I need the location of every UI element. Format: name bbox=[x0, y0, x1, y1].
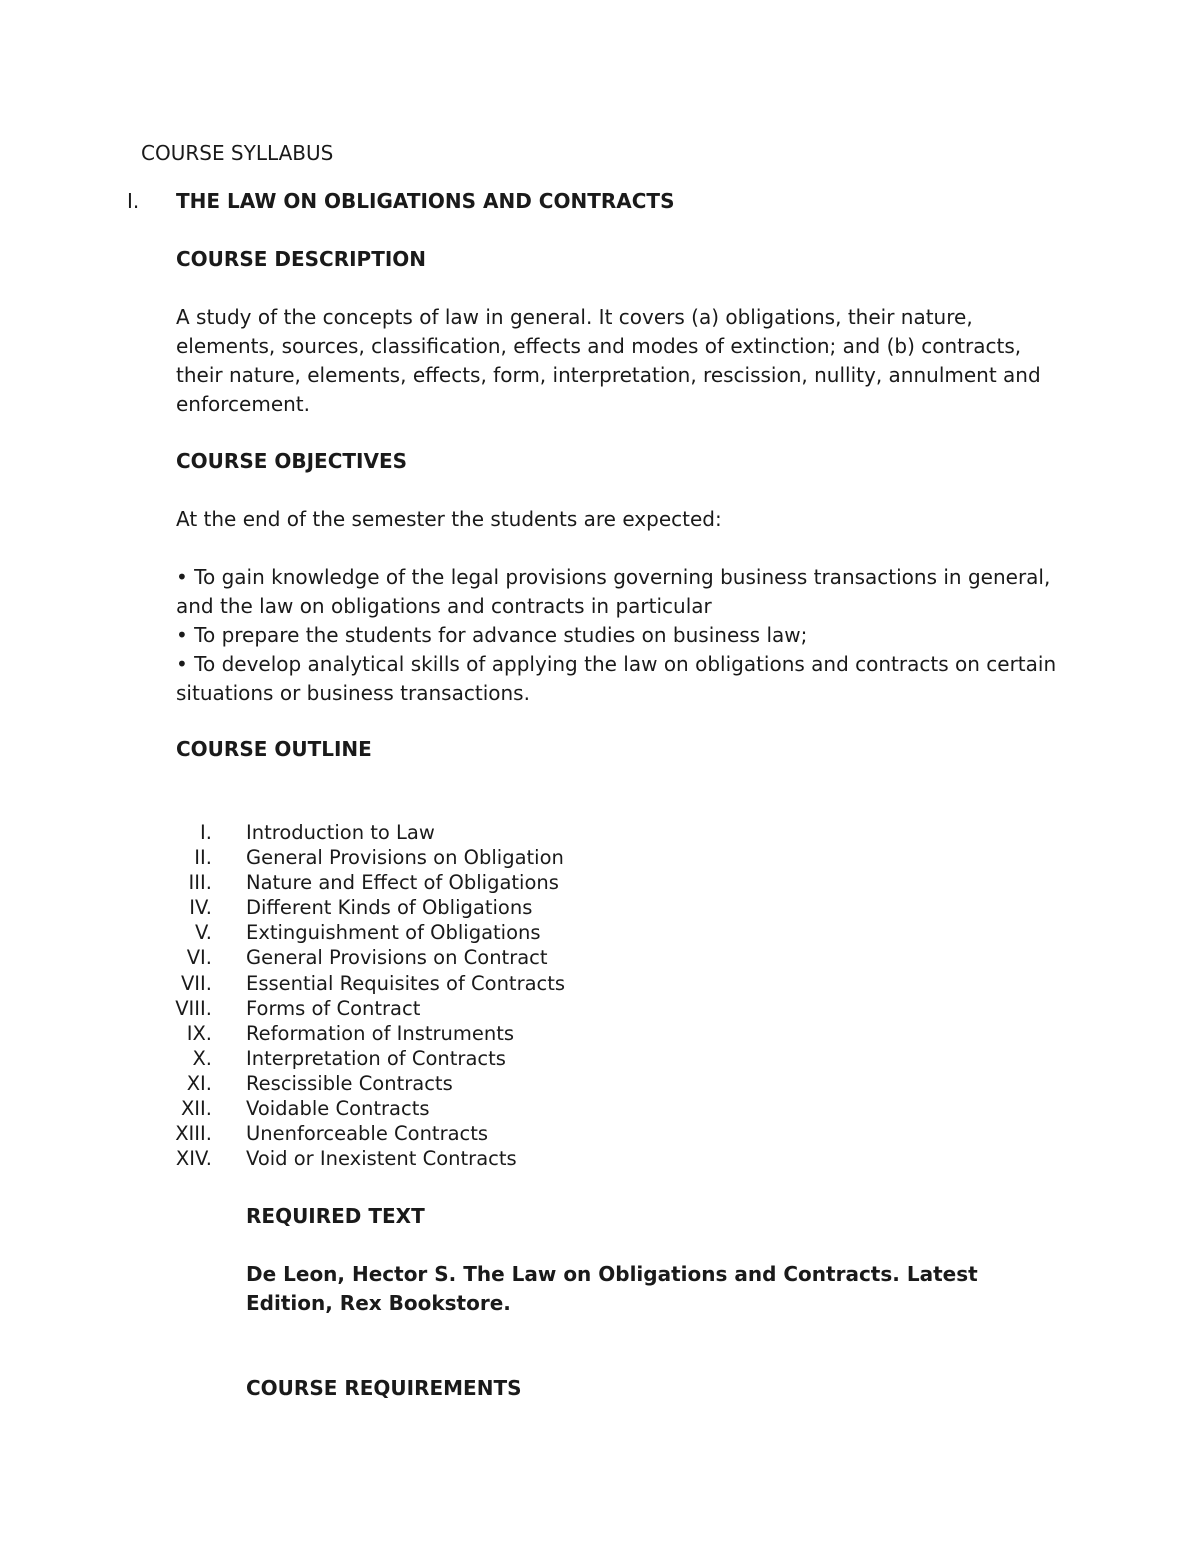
outline-item bbox=[140, 1146, 565, 1171]
outline-text: Rescissible Contracts bbox=[246, 1071, 453, 1095]
outline-number: XIV. bbox=[175, 1147, 212, 1171]
objective-item: • To prepare the students for advance studies on business law; bbox=[176, 623, 808, 647]
required-text-heading: REQUIRED TEXT bbox=[246, 1204, 425, 1228]
outline-number: VI. bbox=[186, 946, 212, 970]
course-description-text: A study of the concepts of law in general. It covers (a) obligations, their nature, elements, sources, classification, effects and modes of extinction; and (b) contracts, their nature, elements, effects, form, interpretation, rescission, nullity, annulment and enforcement. bbox=[176, 305, 1041, 416]
objectives-list bbox=[176, 563, 1076, 708]
outline-number: IV. bbox=[189, 896, 212, 920]
outline-number: XII. bbox=[180, 1097, 212, 1121]
outline-item bbox=[140, 945, 565, 970]
outline-item bbox=[140, 870, 565, 895]
outline-number: XI. bbox=[186, 1071, 212, 1095]
outline-text: Voidable Contracts bbox=[246, 1097, 430, 1121]
section-number: I. bbox=[127, 189, 140, 213]
outline-text: Void or Inexistent Contracts bbox=[246, 1147, 517, 1171]
outline-text: Nature and Effect of Obligations bbox=[246, 871, 559, 895]
outline-number: I. bbox=[200, 821, 212, 844]
outline-item bbox=[140, 1046, 565, 1071]
outline-text: Extinguishment of Obligations bbox=[246, 921, 541, 945]
outline-number: X. bbox=[192, 1046, 212, 1070]
outline-item bbox=[140, 845, 565, 870]
course-objectives-intro: At the end of the semester the students are expected: bbox=[176, 507, 722, 531]
document-title: COURSE SYLLABUS bbox=[141, 141, 334, 165]
outline-text: General Provisions on Obligation bbox=[246, 846, 564, 870]
outline-item bbox=[140, 1021, 565, 1046]
outline-number: V. bbox=[194, 921, 212, 945]
outline-number: III. bbox=[188, 871, 212, 895]
outline-number: VII. bbox=[180, 971, 212, 995]
course-requirements-heading: COURSE REQUIREMENTS bbox=[246, 1376, 522, 1400]
course-objectives-heading: COURSE OBJECTIVES bbox=[176, 449, 408, 473]
outline-item bbox=[140, 895, 565, 920]
outline-text: Unenforceable Contracts bbox=[246, 1122, 489, 1146]
outline-item bbox=[140, 920, 565, 945]
course-outline-heading: COURSE OUTLINE bbox=[176, 737, 372, 761]
outline-number: VIII. bbox=[175, 996, 212, 1020]
outline-text: Different Kinds of Obligations bbox=[246, 896, 533, 920]
outline-text: Introduction to Law bbox=[246, 821, 435, 844]
outline-number: IX. bbox=[186, 1021, 212, 1045]
section-title: THE LAW ON OBLIGATIONS AND CONTRACTS bbox=[176, 189, 675, 213]
outline-item bbox=[140, 1121, 565, 1146]
outline-text: Forms of Contract bbox=[246, 996, 421, 1020]
outline-number: XIII. bbox=[175, 1122, 212, 1146]
course-description-heading: COURSE DESCRIPTION bbox=[176, 247, 427, 271]
required-text-reference: De Leon, Hector S. The Law on Obligations and Contracts. Latest Edition, Rex Bookstore. bbox=[246, 1262, 978, 1315]
course-outline-list bbox=[140, 820, 565, 1171]
outline-item bbox=[140, 820, 565, 845]
outline-text: Interpretation of Contracts bbox=[246, 1046, 506, 1070]
outline-item bbox=[140, 996, 565, 1021]
outline-item bbox=[140, 1096, 565, 1121]
outline-item bbox=[140, 971, 565, 996]
outline-text: Essential Requisites of Contracts bbox=[246, 971, 566, 995]
objective-item: • To develop analytical skills of applying the law on obligations and contracts on certain situations or business transactions. bbox=[176, 652, 1057, 705]
objective-item: • To gain knowledge of the legal provisions governing business transactions in general, and the law on obligations and contracts in particular bbox=[176, 565, 1051, 618]
outline-text: Reformation of Instruments bbox=[246, 1021, 515, 1045]
outline-text: General Provisions on Contract bbox=[246, 946, 548, 970]
outline-item bbox=[140, 1071, 565, 1096]
outline-number: II. bbox=[194, 846, 212, 870]
